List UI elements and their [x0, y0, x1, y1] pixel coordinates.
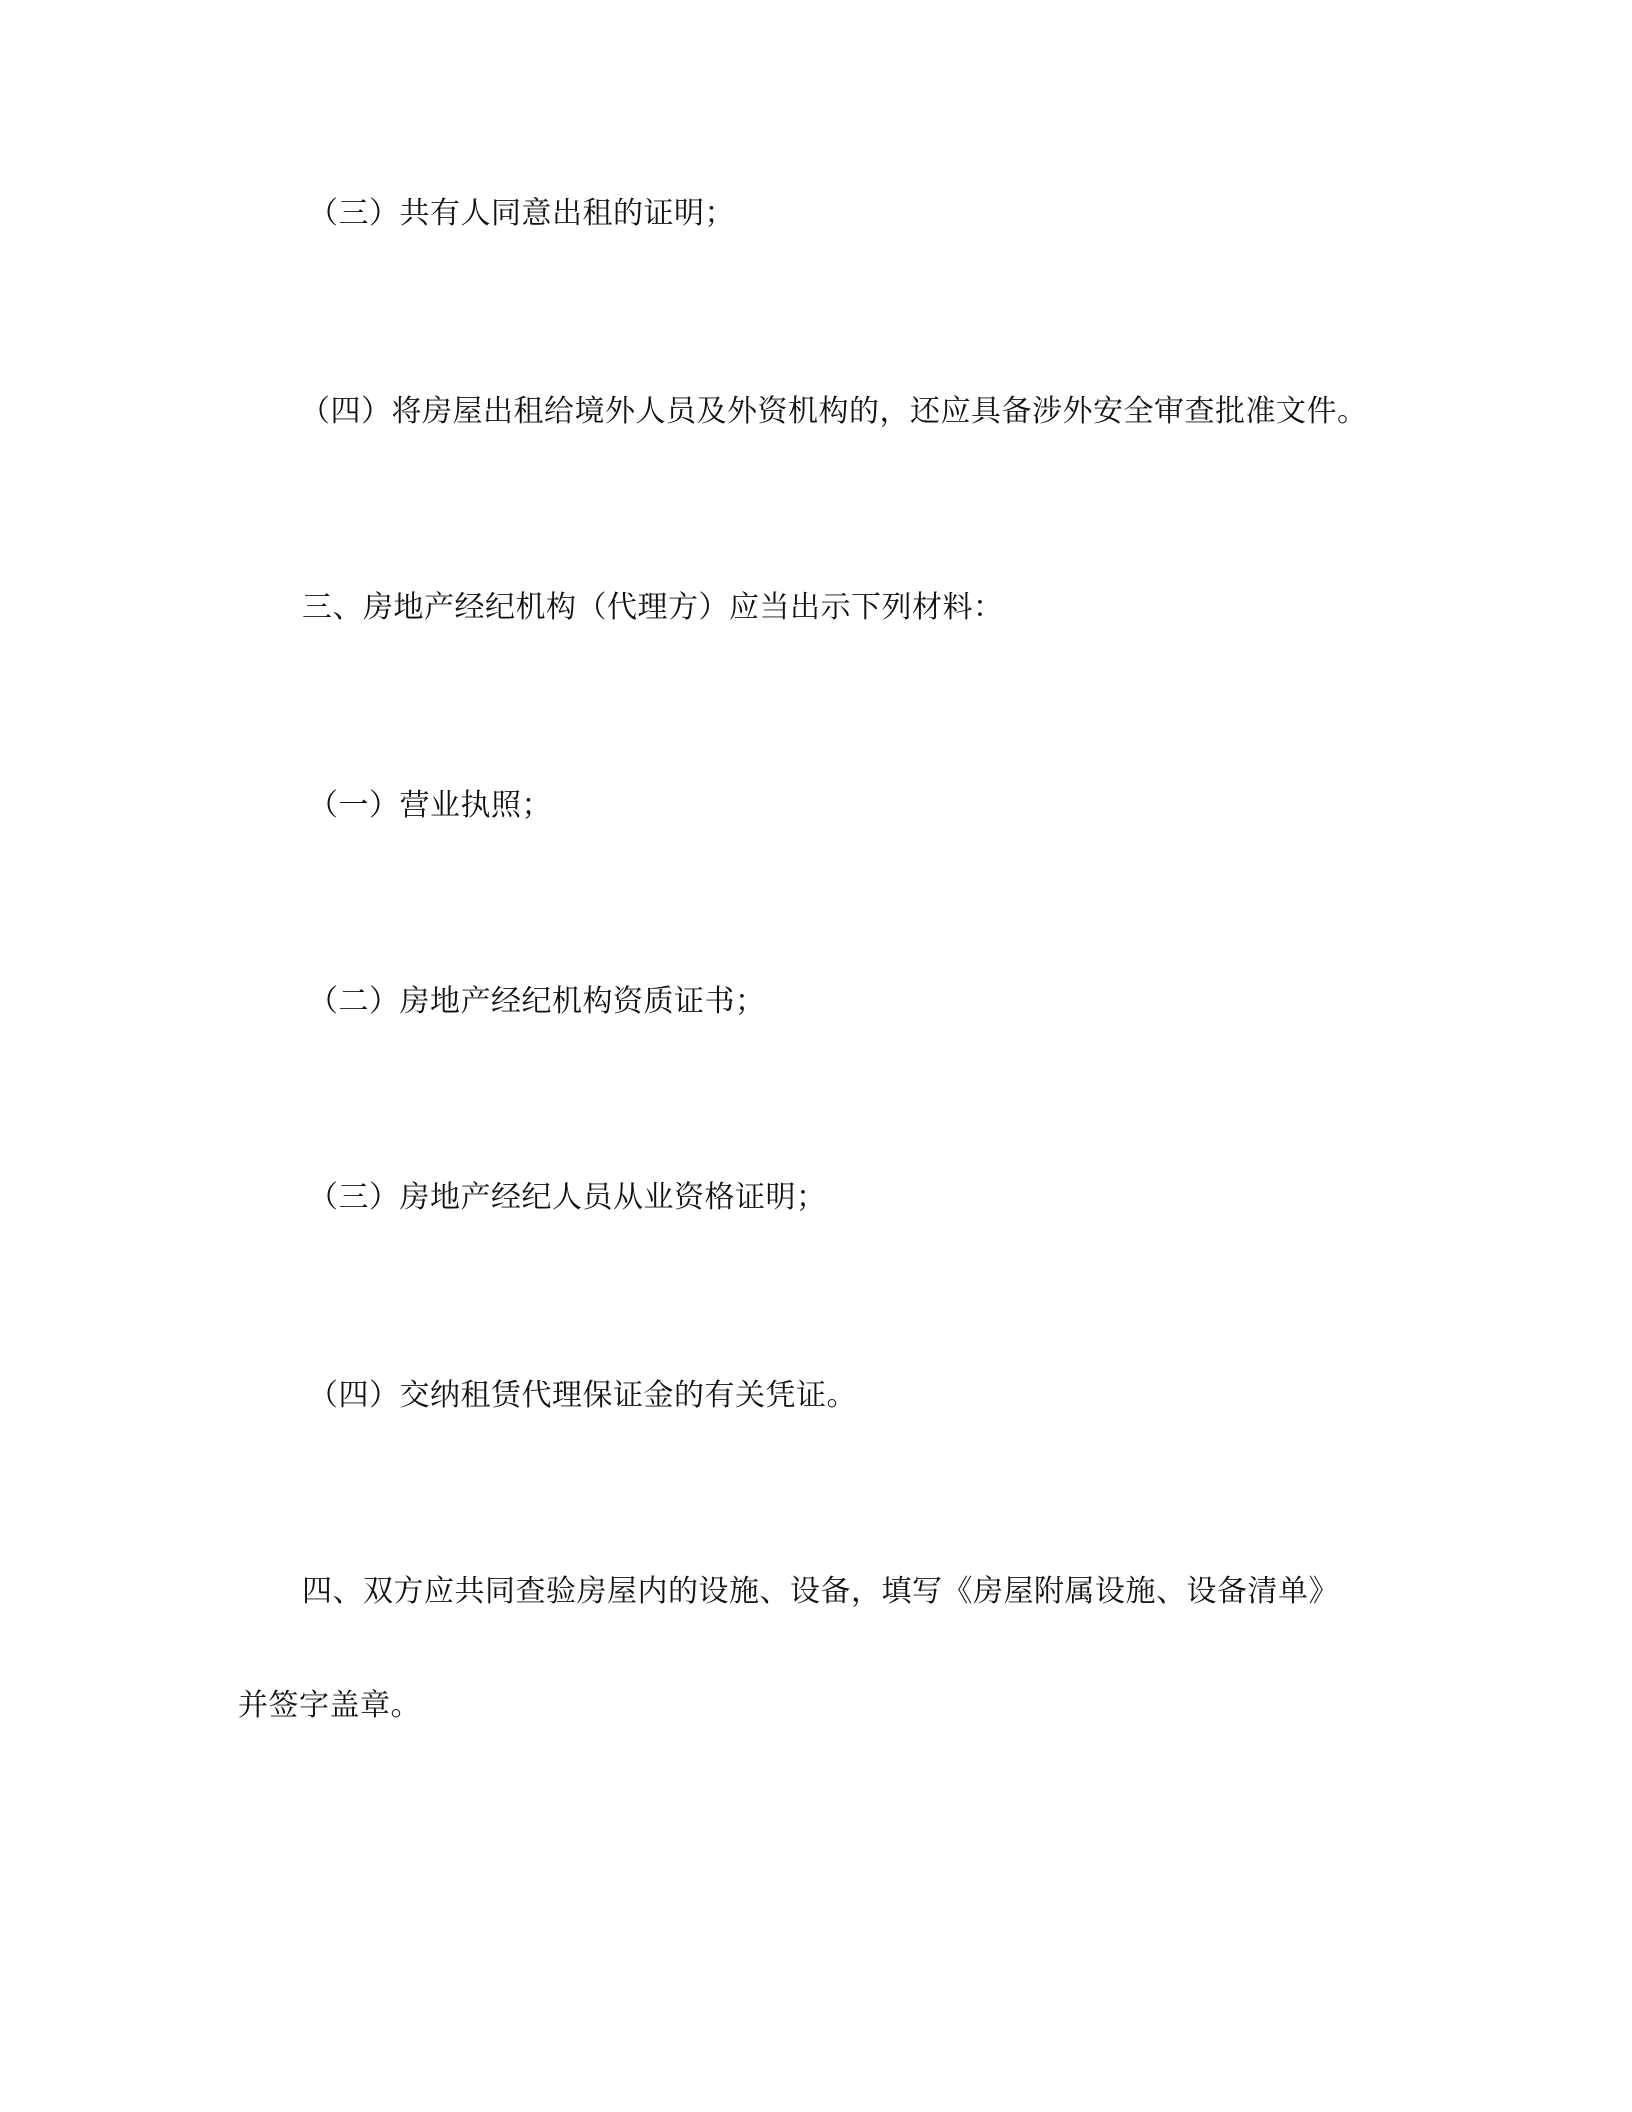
item-3-practitioner-qualification: （三）房地产经纪人员从业资格证明；: [308, 1180, 827, 1215]
item-2-qualification-certificate: （二）房地产经纪机构资质证书；: [308, 984, 766, 1019]
section-3-heading-agency-materials: 三、房地产经纪机构（代理方）应当出示下列材料：: [302, 590, 1004, 625]
section-4-inspection-clause-continued: 并签字盖章。: [238, 1688, 421, 1723]
clause-3-4-foreign-review: （四）将房屋出租给境外人员及外资机构的，还应具备涉外安全审查批准文件。: [300, 394, 1368, 429]
section-4-inspection-clause: 四、双方应共同查验房屋内的设施、设备，填写《房屋附属设施、设备清单》: [302, 1574, 1339, 1609]
item-1-business-license: （一）营业执照；: [308, 788, 552, 823]
clause-3-3-co-owner-consent: （三）共有人同意出租的证明；: [308, 196, 735, 231]
item-4-deposit-voucher: （四）交纳租赁代理保证金的有关凭证。: [308, 1378, 857, 1413]
